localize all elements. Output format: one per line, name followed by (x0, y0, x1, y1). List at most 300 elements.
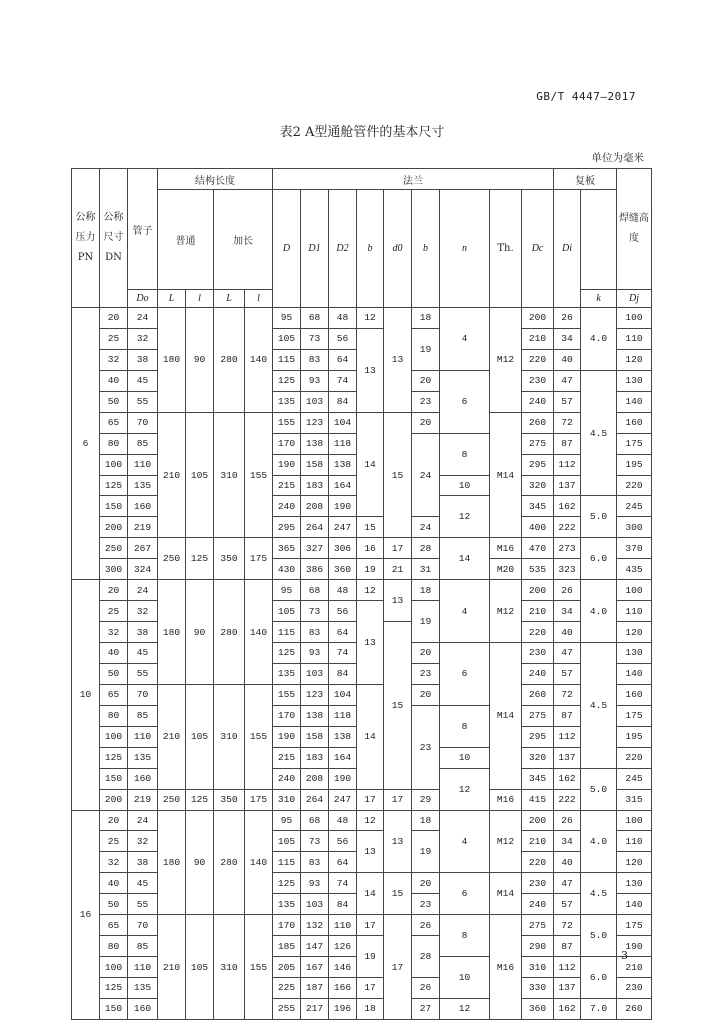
table-row (72, 915, 652, 936)
cell-weld-k: 7.0 (581, 998, 617, 1019)
cell-pipe-od: 135 (128, 475, 158, 496)
cell-thread: M16 (490, 789, 522, 810)
cell-dn: 50 (100, 391, 128, 412)
cell-dn: 65 (100, 684, 128, 705)
cell-flange-D2: 64 (329, 852, 357, 873)
cell-flange-D2: 138 (329, 454, 357, 475)
cell-bulkhead-dj: 175 (617, 705, 652, 726)
header-dj: Dj (617, 290, 652, 308)
cell-flange-D: 365 (273, 538, 301, 559)
cell-flange-b2: 20 (412, 643, 440, 664)
cell-doubler-di: 87 (554, 433, 581, 454)
cell-doubler-di: 40 (554, 622, 581, 643)
cell-flange-D1: 208 (301, 496, 329, 517)
cell-length-extended-l: 175 (245, 789, 273, 810)
cell-length-normal-l: 105 (186, 412, 214, 538)
cell-length-extended-l: 175 (245, 538, 273, 580)
cell-flange-d0: 17 (384, 789, 412, 810)
cell-dn: 80 (100, 936, 128, 957)
table-row (72, 538, 652, 559)
cell-bolt-count: 6 (440, 643, 490, 706)
cell-flange-D2: 104 (329, 412, 357, 433)
cell-flange-D: 115 (273, 852, 301, 873)
cell-weld-k: 4.0 (581, 580, 617, 643)
header-D: D (273, 190, 301, 308)
cell-doubler-dc: 535 (522, 559, 554, 580)
cell-weld-k: 5.0 (581, 915, 617, 957)
cell-dn: 32 (100, 622, 128, 643)
cell-flange-D1: 187 (301, 978, 329, 999)
cell-doubler-di: 72 (554, 684, 581, 705)
cell-flange-D2: 48 (329, 580, 357, 601)
cell-flange-b: 18 (357, 998, 384, 1019)
cell-bulkhead-dj: 110 (617, 328, 652, 349)
cell-flange-D2: 74 (329, 370, 357, 391)
cell-flange-D2: 74 (329, 643, 357, 664)
cell-doubler-dc: 295 (522, 726, 554, 747)
cell-flange-b: 13 (357, 601, 384, 685)
cell-doubler-di: 57 (554, 391, 581, 412)
cell-flange-D: 135 (273, 894, 301, 915)
cell-bolt-count: 4 (440, 308, 490, 371)
header-structure-length: 结构长度 (158, 169, 273, 190)
cell-thread: M16 (490, 538, 522, 559)
cell-flange-D1: 103 (301, 391, 329, 412)
cell-flange-b2: 20 (412, 412, 440, 433)
cell-flange-b: 13 (357, 831, 384, 873)
cell-bulkhead-dj: 260 (617, 998, 652, 1019)
cell-flange-D1: 68 (301, 580, 329, 601)
cell-doubler-dc: 240 (522, 894, 554, 915)
cell-weld-k: 6.0 (581, 957, 617, 999)
cell-doubler-di: 87 (554, 705, 581, 726)
cell-bulkhead-dj: 175 (617, 433, 652, 454)
cell-flange-d0: 17 (384, 538, 412, 559)
cell-thread: M14 (490, 643, 522, 790)
cell-doubler-di: 162 (554, 998, 581, 1019)
cell-bulkhead-dj: 130 (617, 370, 652, 391)
cell-length-extended-l: 140 (245, 580, 273, 685)
header-l-ext: l (245, 290, 273, 308)
cell-flange-b2: 18 (412, 810, 440, 831)
cell-flange-D1: 147 (301, 936, 329, 957)
cell-flange-b2: 23 (412, 663, 440, 684)
cell-pipe-od: 32 (128, 831, 158, 852)
header-weld-height: 焊缝高度 (617, 169, 652, 290)
cell-flange-D1: 208 (301, 768, 329, 789)
cell-bulkhead-dj: 130 (617, 873, 652, 894)
standard-code: GB/T 4447—2017 (536, 90, 636, 103)
cell-flange-b2: 26 (412, 978, 440, 999)
cell-flange-b2: 20 (412, 370, 440, 391)
cell-flange-D1: 386 (301, 559, 329, 580)
table-row (72, 810, 652, 831)
cell-flange-b2: 26 (412, 915, 440, 936)
cell-bulkhead-dj: 245 (617, 768, 652, 789)
cell-doubler-di: 112 (554, 454, 581, 475)
table-body (72, 308, 652, 1020)
cell-dn: 125 (100, 747, 128, 768)
dimension-table (71, 168, 652, 1020)
cell-pipe-od: 70 (128, 915, 158, 936)
cell-dn: 80 (100, 433, 128, 454)
cell-dn: 80 (100, 705, 128, 726)
cell-flange-b2: 24 (412, 517, 440, 538)
cell-doubler-di: 162 (554, 496, 581, 517)
cell-weld-k: 6.0 (581, 538, 617, 580)
cell-bolt-count: 10 (440, 957, 490, 999)
cell-flange-D1: 103 (301, 663, 329, 684)
cell-flange-D: 125 (273, 370, 301, 391)
cell-doubler-di: 137 (554, 475, 581, 496)
cell-flange-D2: 104 (329, 684, 357, 705)
cell-doubler-di: 26 (554, 810, 581, 831)
cell-flange-b: 12 (357, 580, 384, 601)
cell-doubler-dc: 310 (522, 957, 554, 978)
cell-length-extended-l: 155 (245, 412, 273, 538)
cell-flange-b2: 20 (412, 684, 440, 705)
cell-dn: 20 (100, 308, 128, 329)
cell-flange-b2: 28 (412, 936, 440, 978)
cell-bolt-count: 12 (440, 768, 490, 810)
cell-pipe-od: 45 (128, 370, 158, 391)
cell-thread: M12 (490, 580, 522, 643)
cell-doubler-di: 222 (554, 789, 581, 810)
cell-weld-k: 4.5 (581, 370, 617, 496)
header-b: b (357, 190, 384, 308)
header-pn: 公称压力PN (72, 169, 100, 308)
cell-length-extended-L: 350 (214, 789, 245, 810)
header-D1: D1 (301, 190, 329, 308)
cell-flange-D: 125 (273, 873, 301, 894)
header-k: k (581, 290, 617, 308)
cell-dn: 40 (100, 873, 128, 894)
cell-thread: M16 (490, 915, 522, 1020)
cell-thread: M12 (490, 308, 522, 413)
cell-dn: 65 (100, 412, 128, 433)
cell-doubler-dc: 330 (522, 978, 554, 999)
cell-bolt-count: 4 (440, 810, 490, 873)
header-extended: 加长 (214, 190, 273, 290)
cell-doubler-di: 34 (554, 831, 581, 852)
cell-flange-D2: 110 (329, 915, 357, 936)
cell-flange-D2: 64 (329, 622, 357, 643)
cell-pipe-od: 267 (128, 538, 158, 559)
cell-doubler-dc: 345 (522, 768, 554, 789)
cell-length-normal-L: 210 (158, 412, 186, 538)
cell-flange-b2: 23 (412, 894, 440, 915)
table-row (72, 789, 652, 810)
cell-dn: 65 (100, 915, 128, 936)
cell-flange-D1: 73 (301, 328, 329, 349)
cell-length-extended-L: 310 (214, 412, 245, 538)
cell-flange-D: 95 (273, 580, 301, 601)
cell-flange-D2: 146 (329, 957, 357, 978)
cell-flange-b: 17 (357, 915, 384, 936)
cell-pipe-od: 110 (128, 957, 158, 978)
cell-doubler-dc: 230 (522, 873, 554, 894)
cell-doubler-dc: 295 (522, 454, 554, 475)
cell-length-normal-L: 210 (158, 915, 186, 1020)
cell-flange-D2: 164 (329, 747, 357, 768)
header-normal: 普通 (158, 190, 214, 290)
cell-bolt-count: 6 (440, 370, 490, 433)
cell-dn: 20 (100, 580, 128, 601)
cell-weld-k: 5.0 (581, 496, 617, 538)
cell-flange-D: 190 (273, 454, 301, 475)
cell-dn: 40 (100, 370, 128, 391)
cell-flange-D1: 83 (301, 852, 329, 873)
cell-length-extended-L: 280 (214, 580, 245, 685)
cell-flange-D2: 64 (329, 349, 357, 370)
cell-doubler-dc: 275 (522, 915, 554, 936)
cell-flange-D: 215 (273, 475, 301, 496)
cell-doubler-di: 34 (554, 328, 581, 349)
cell-flange-D1: 183 (301, 747, 329, 768)
cell-flange-b: 19 (357, 559, 384, 580)
cell-dn: 50 (100, 894, 128, 915)
cell-doubler-dc: 220 (522, 852, 554, 873)
cell-flange-b2: 19 (412, 328, 440, 370)
cell-flange-D1: 83 (301, 622, 329, 643)
cell-flange-D2: 190 (329, 768, 357, 789)
cell-bulkhead-dj: 210 (617, 957, 652, 978)
cell-dn: 150 (100, 496, 128, 517)
cell-flange-d0: 13 (384, 308, 412, 413)
cell-flange-D2: 48 (329, 308, 357, 329)
cell-flange-D: 170 (273, 705, 301, 726)
cell-length-extended-l: 140 (245, 810, 273, 915)
header-L-ext: L (214, 290, 245, 308)
header-b2: b (412, 190, 440, 308)
cell-doubler-di: 137 (554, 747, 581, 768)
cell-length-normal-L: 210 (158, 684, 186, 789)
cell-flange-D1: 138 (301, 433, 329, 454)
header-n: n (440, 190, 490, 308)
cell-pipe-od: 85 (128, 936, 158, 957)
cell-flange-d0: 17 (384, 915, 412, 1020)
cell-length-normal-L: 180 (158, 308, 186, 413)
cell-doubler-dc: 220 (522, 349, 554, 370)
cell-pn: 10 (72, 580, 100, 810)
cell-doubler-di: 137 (554, 978, 581, 999)
cell-flange-b2: 18 (412, 308, 440, 329)
cell-flange-b2: 18 (412, 580, 440, 601)
cell-flange-D: 225 (273, 978, 301, 999)
cell-bulkhead-dj: 140 (617, 894, 652, 915)
cell-dn: 200 (100, 517, 128, 538)
cell-pipe-od: 38 (128, 852, 158, 873)
header-L: L (158, 290, 186, 308)
cell-doubler-di: 26 (554, 580, 581, 601)
cell-thread: M14 (490, 412, 522, 538)
table-row (72, 412, 652, 433)
cell-flange-D1: 264 (301, 517, 329, 538)
cell-length-extended-L: 310 (214, 684, 245, 789)
cell-flange-D1: 158 (301, 454, 329, 475)
cell-bulkhead-dj: 110 (617, 601, 652, 622)
cell-doubler-dc: 290 (522, 936, 554, 957)
cell-thread: M14 (490, 873, 522, 915)
cell-flange-D2: 247 (329, 789, 357, 810)
cell-doubler-dc: 230 (522, 370, 554, 391)
cell-bulkhead-dj: 160 (617, 684, 652, 705)
cell-flange-b: 14 (357, 873, 384, 915)
cell-bolt-count: 8 (440, 433, 490, 475)
cell-bulkhead-dj: 100 (617, 580, 652, 601)
cell-bulkhead-dj: 435 (617, 559, 652, 580)
cell-doubler-di: 162 (554, 768, 581, 789)
cell-doubler-di: 26 (554, 308, 581, 329)
unit-note: 单位为毫米 (591, 152, 644, 164)
cell-doubler-dc: 400 (522, 517, 554, 538)
cell-bolt-count: 10 (440, 747, 490, 768)
header-D2: D2 (329, 190, 357, 308)
header-doubler: 复板 (554, 169, 617, 190)
cell-pipe-od: 55 (128, 894, 158, 915)
cell-weld-k: 5.0 (581, 768, 617, 810)
cell-doubler-dc: 220 (522, 622, 554, 643)
cell-length-normal-L: 250 (158, 789, 186, 810)
cell-doubler-di: 40 (554, 852, 581, 873)
cell-dn: 25 (100, 328, 128, 349)
cell-flange-D: 255 (273, 998, 301, 1019)
cell-doubler-di: 34 (554, 601, 581, 622)
cell-pipe-od: 45 (128, 873, 158, 894)
table-title: 表2 A型通舱管件的基本尺寸 (279, 125, 445, 140)
cell-flange-D: 155 (273, 684, 301, 705)
cell-flange-D: 105 (273, 328, 301, 349)
cell-bulkhead-dj: 195 (617, 454, 652, 475)
cell-pipe-od: 70 (128, 684, 158, 705)
cell-doubler-dc: 275 (522, 433, 554, 454)
cell-dn: 25 (100, 601, 128, 622)
cell-length-normal-l: 90 (186, 580, 214, 685)
cell-pipe-od: 38 (128, 349, 158, 370)
cell-dn: 100 (100, 454, 128, 475)
cell-bolt-count: 8 (440, 705, 490, 747)
cell-doubler-di: 47 (554, 643, 581, 664)
cell-bulkhead-dj: 100 (617, 810, 652, 831)
cell-flange-D2: 360 (329, 559, 357, 580)
cell-flange-D2: 74 (329, 873, 357, 894)
cell-flange-D: 170 (273, 915, 301, 936)
cell-length-extended-L: 280 (214, 810, 245, 915)
cell-doubler-di: 47 (554, 370, 581, 391)
cell-flange-D1: 167 (301, 957, 329, 978)
cell-weld-k: 4.0 (581, 810, 617, 873)
cell-bulkhead-dj: 120 (617, 622, 652, 643)
cell-dn: 50 (100, 663, 128, 684)
cell-bolt-count: 6 (440, 873, 490, 915)
cell-doubler-di: 57 (554, 894, 581, 915)
cell-flange-D: 105 (273, 831, 301, 852)
table-row (72, 580, 652, 601)
cell-bolt-count: 10 (440, 475, 490, 496)
cell-flange-D1: 183 (301, 475, 329, 496)
cell-flange-D2: 306 (329, 538, 357, 559)
cell-pipe-od: 85 (128, 433, 158, 454)
cell-flange-D1: 103 (301, 894, 329, 915)
cell-pipe-od: 324 (128, 559, 158, 580)
cell-flange-D2: 56 (329, 601, 357, 622)
cell-flange-D2: 166 (329, 978, 357, 999)
cell-weld-k: 4.0 (581, 308, 617, 371)
cell-bulkhead-dj: 190 (617, 936, 652, 957)
cell-length-normal-l: 125 (186, 538, 214, 580)
cell-flange-b2: 31 (412, 559, 440, 580)
cell-flange-D: 135 (273, 663, 301, 684)
cell-flange-D1: 217 (301, 998, 329, 1019)
cell-pipe-od: 85 (128, 705, 158, 726)
cell-bulkhead-dj: 230 (617, 978, 652, 999)
cell-flange-D: 95 (273, 308, 301, 329)
table-row (72, 684, 652, 705)
cell-doubler-di: 112 (554, 726, 581, 747)
cell-bulkhead-dj: 140 (617, 391, 652, 412)
cell-doubler-dc: 240 (522, 663, 554, 684)
cell-flange-D1: 93 (301, 873, 329, 894)
cell-flange-D1: 73 (301, 831, 329, 852)
cell-doubler-dc: 360 (522, 998, 554, 1019)
cell-pipe-od: 219 (128, 517, 158, 538)
cell-flange-D1: 93 (301, 370, 329, 391)
cell-length-normal-l: 105 (186, 684, 214, 789)
cell-flange-D1: 68 (301, 810, 329, 831)
cell-bulkhead-dj: 100 (617, 308, 652, 329)
cell-doubler-dc: 210 (522, 328, 554, 349)
cell-pipe-od: 110 (128, 454, 158, 475)
cell-doubler-dc: 240 (522, 391, 554, 412)
cell-doubler-dc: 260 (522, 684, 554, 705)
cell-flange-b: 17 (357, 789, 384, 810)
cell-doubler-dc: 200 (522, 810, 554, 831)
cell-doubler-di: 72 (554, 915, 581, 936)
cell-length-normal-l: 90 (186, 308, 214, 413)
cell-bulkhead-dj: 120 (617, 349, 652, 370)
cell-flange-D: 125 (273, 643, 301, 664)
cell-doubler-dc: 470 (522, 538, 554, 559)
cell-flange-D1: 138 (301, 705, 329, 726)
header-l: l (186, 290, 214, 308)
cell-doubler-dc: 230 (522, 643, 554, 664)
header-flange: 法兰 (273, 169, 554, 190)
cell-flange-D: 115 (273, 622, 301, 643)
cell-flange-D: 310 (273, 789, 301, 810)
cell-pipe-od: 32 (128, 601, 158, 622)
header-pipe: 管子 (128, 169, 158, 290)
cell-bulkhead-dj: 370 (617, 538, 652, 559)
cell-bulkhead-dj: 110 (617, 831, 652, 852)
cell-length-normal-L: 250 (158, 538, 186, 580)
cell-bulkhead-dj: 315 (617, 789, 652, 810)
cell-flange-d0: 21 (384, 559, 412, 580)
cell-flange-D2: 84 (329, 663, 357, 684)
cell-flange-b: 12 (357, 308, 384, 329)
cell-length-extended-L: 350 (214, 538, 245, 580)
cell-flange-D2: 48 (329, 810, 357, 831)
cell-bolt-count: 14 (440, 538, 490, 580)
cell-flange-D1: 264 (301, 789, 329, 810)
cell-bulkhead-dj: 195 (617, 726, 652, 747)
cell-flange-D: 240 (273, 496, 301, 517)
cell-flange-b2: 23 (412, 391, 440, 412)
cell-doubler-di: 72 (554, 412, 581, 433)
cell-dn: 100 (100, 957, 128, 978)
cell-thread: M12 (490, 810, 522, 873)
cell-flange-b2: 19 (412, 831, 440, 873)
cell-flange-D2: 84 (329, 391, 357, 412)
